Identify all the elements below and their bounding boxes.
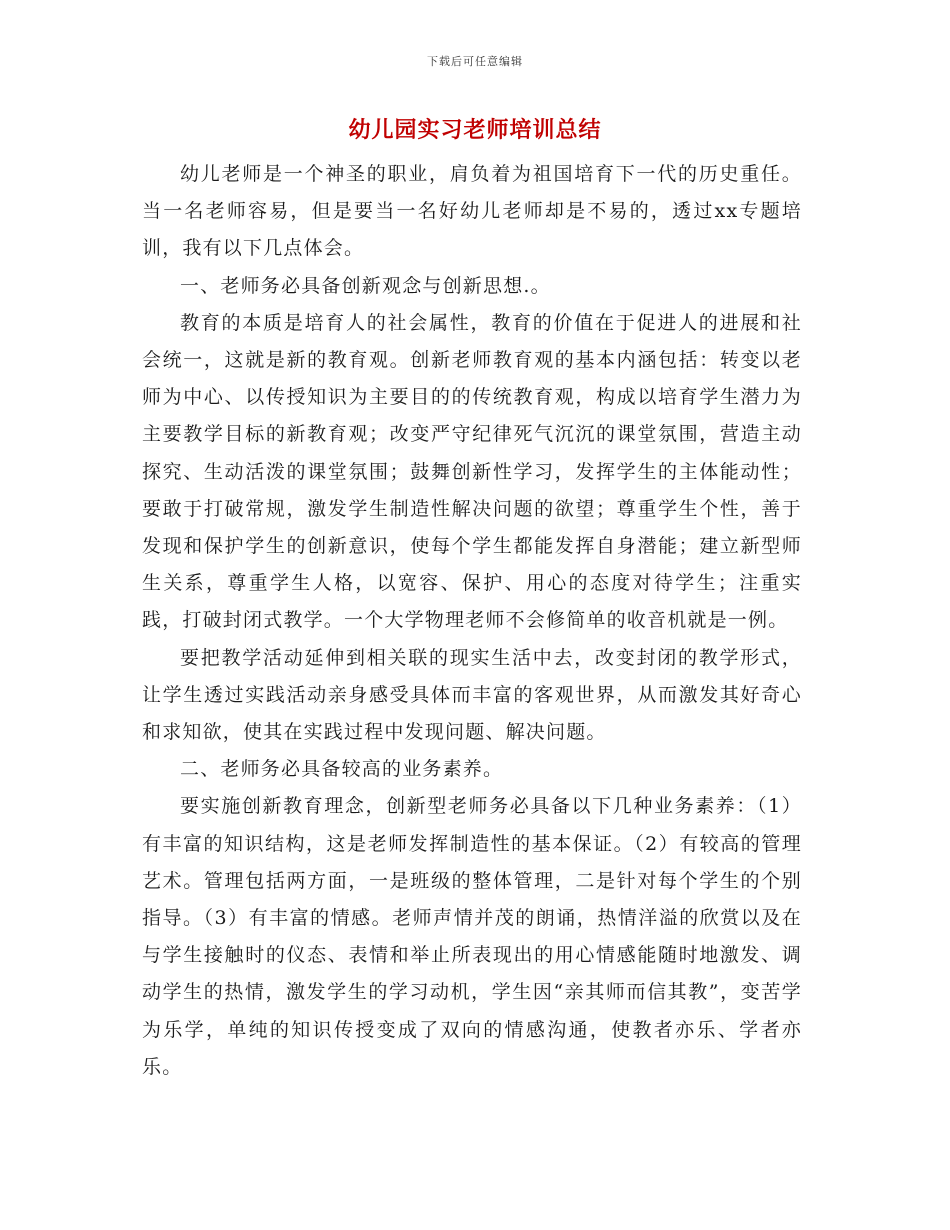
header-note: 下载后可任意编辑 [427, 55, 523, 68]
document-body [142, 156, 802, 1086]
paragraph-practice: 要把教学活动延伸到相关联的现实生活中去，改变封闭的教学形式，让学生透过实践活动亲身感受具体而丰富的客观世界，从而激发其好奇心和求知欲，使其在实践过程中发现问题、解决问题。 [142, 646, 802, 744]
document-title: 幼儿园实习老师培训总结 [348, 117, 602, 143]
paragraph-professional-quality: 要实施创新教育理念，创新型老师务必具备以下几种业务素养：（1）有丰富的知识结构，这是老师发挥制造性的基本保证。（2）有较高的管理艺术。管理包括两方面，一是班级的整体管理，二是针对每个学生的个别指导。（3）有丰富的情感。老师声情并茂的朗诵，热情洋溢的欣赏以及在与学生接触时的仪态、表情和举止所表现出的用心情感能随时地激发、调动学生的热情，激发学生的学习动机，学生因“亲其师而信其教”，变苦学为乐学，单纯的知识传授变成了双向的情感沟通，使教者亦乐、学者亦乐。 [142, 795, 802, 1078]
heading-section-2: 二、老师务必具备较高的业务素养。 [180, 758, 504, 781]
paragraph-education-concept: 教育的本质是培育人的社会属性，教育的价值在于促进人的进展和社会统一，这就是新的教育观。创新老师教育观的基本内涵包括：转变以老师为中心、以传授知识为主要目的的传统教育观，构成以培育学生潜力为主要教学目标的新教育观；改变严守纪律死气沉沉的课堂氛围，营造主动探究、生动活泼的课堂氛围；鼓舞创新性学习，发挥学生的主体能动性；要敢于打破常规，激发学生制造性解决问题的欲望；尊重学生个性，善于发现和保护学生的创新意识，使每个学生都能发挥自身潜能；建立新型师生关系，尊重学生人格，以宽容、保护、用心的态度对待学生；注重实践，打破封闭式教学。一个大学物理老师不会修简单的收音机就是一例。 [142, 311, 802, 632]
paragraph-intro: 幼儿老师是一个神圣的职业，肩负着为祖国培育下一代的历史重任。当一名老师容易，但是要当一名好幼儿老师却是不易的，透过xx专题培训，我有以下几点体会。 [142, 163, 802, 260]
heading-section-1: 一、老师务必具备创新观念与创新思想.。 [180, 274, 551, 297]
